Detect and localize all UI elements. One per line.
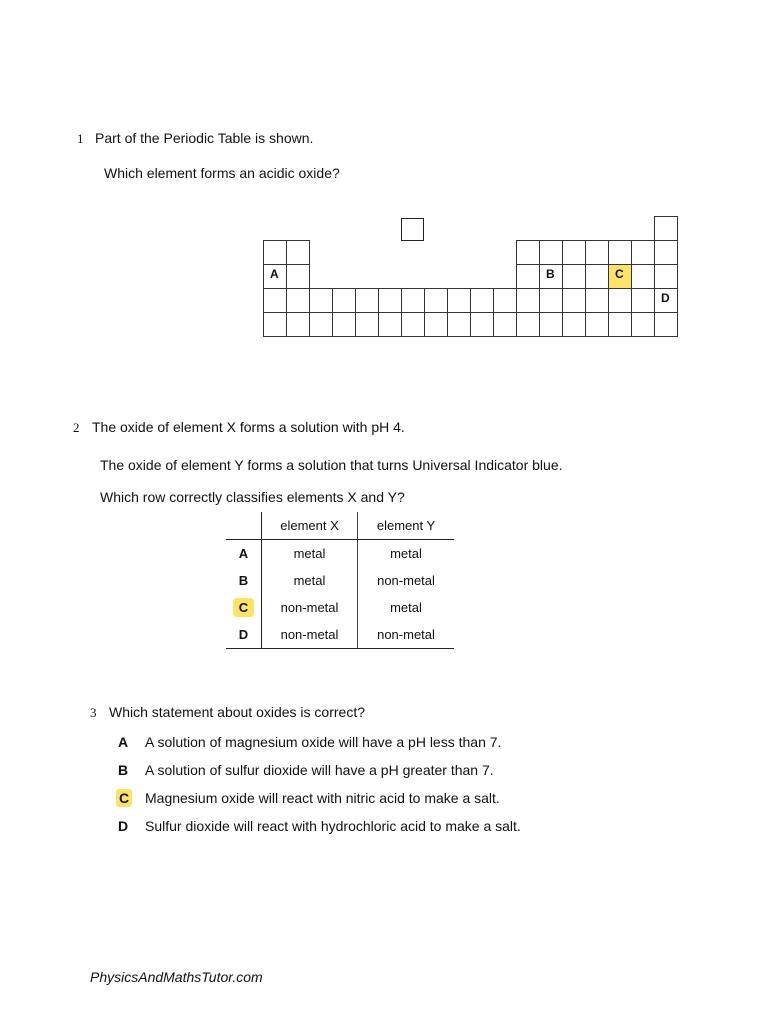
periodic-cell [516, 312, 540, 337]
row-letter: B [226, 567, 262, 594]
header-element-y: element Y [358, 512, 455, 540]
row-element-x: non-metal [262, 621, 358, 649]
periodic-cell [516, 288, 540, 313]
periodic-cell [654, 312, 678, 337]
q2-number: 2 [73, 420, 80, 435]
row-letter: D [226, 621, 262, 649]
periodic-cell [516, 240, 540, 265]
periodic-cell [263, 288, 287, 313]
periodic-cell [424, 288, 448, 313]
element-label: D [661, 291, 670, 305]
periodic-cell [470, 312, 494, 337]
element-label: B [546, 267, 555, 281]
row-letter: A [226, 540, 262, 568]
row-element-y: metal [390, 546, 422, 561]
periodic-cell [562, 312, 586, 337]
element-label: C [615, 267, 624, 281]
row-element-y: non-metal [358, 621, 455, 649]
q2-question: Which row correctly classifies elements X and Y? [100, 489, 405, 505]
periodic-cell-highlighted [608, 264, 632, 289]
periodic-cell [332, 312, 356, 337]
q1-prompt: Part of the Periodic Table is shown. [95, 130, 314, 146]
periodic-cell [562, 240, 586, 265]
periodic-cell [608, 288, 632, 313]
periodic-cell [401, 288, 425, 313]
periodic-cell [332, 288, 356, 313]
periodic-cell [493, 288, 517, 313]
option-text: Sulfur dioxide will react with hydrochloric acid to make a salt. [145, 818, 521, 834]
periodic-cell [631, 240, 655, 265]
q2-line2: The oxide of element Y forms a solution that turns Universal Indicator blue. [100, 457, 563, 473]
periodic-cell [631, 264, 655, 289]
periodic-cell [631, 288, 655, 313]
element-label: A [270, 267, 279, 281]
periodic-cell [355, 312, 379, 337]
periodic-cell [447, 288, 471, 313]
periodic-cell [309, 312, 333, 337]
periodic-cell [585, 240, 609, 265]
q2-line1: The oxide of element X forms a solution with pH 4. [92, 419, 405, 435]
row-element-x: metal [262, 567, 358, 594]
header-element-x: element X [262, 512, 358, 540]
highlighted-letter: C [233, 598, 254, 617]
helium-cell [654, 216, 678, 241]
periodic-cell [378, 312, 402, 337]
periodic-cell [608, 312, 632, 337]
periodic-cell [654, 288, 678, 313]
periodic-cell [539, 240, 563, 265]
periodic-cell [355, 288, 379, 313]
periodic-cell [539, 288, 563, 313]
periodic-cell [424, 312, 448, 337]
periodic-cell [585, 264, 609, 289]
q1-number: 1 [77, 131, 84, 146]
q1-question: Which element forms an acidic oxide? [104, 165, 340, 181]
row-element-y: metal [390, 600, 422, 615]
periodic-cell [263, 264, 287, 289]
footer-brand: PhysicsAndMathsTutor.com [90, 969, 263, 985]
option-text: A solution of magnesium oxide will have a pH less than 7. [145, 734, 502, 750]
periodic-cell [263, 240, 287, 265]
periodic-cell [286, 312, 310, 337]
periodic-cell [309, 288, 333, 313]
row-element-x: non-metal [262, 594, 358, 621]
table-row [226, 540, 454, 568]
q3-number: 3 [90, 705, 97, 720]
periodic-cell [654, 240, 678, 265]
periodic-cell [286, 240, 310, 265]
table-row [226, 594, 454, 621]
periodic-cell [539, 264, 563, 289]
periodic-cell [263, 312, 287, 337]
periodic-cell [286, 288, 310, 313]
classification-table [226, 512, 454, 649]
periodic-cell [493, 312, 517, 337]
periodic-cell [585, 312, 609, 337]
table-row [226, 621, 454, 649]
option-text: Magnesium oxide will react with nitric acid to make a salt. [145, 790, 500, 806]
periodic-cell [608, 240, 632, 265]
table-row [226, 567, 454, 594]
q3-question: Which statement about oxides is correct? [109, 704, 366, 720]
option-text: A solution of sulfur dioxide will have a pH greater than 7. [145, 762, 494, 778]
option-letter-highlighted: C [116, 789, 132, 807]
row-element-y: non-metal [377, 573, 435, 588]
periodic-cell [585, 288, 609, 313]
row-letter-highlighted [226, 594, 262, 621]
option-letter: D [118, 818, 129, 834]
option-letter: B [118, 762, 129, 778]
periodic-cell [562, 264, 586, 289]
periodic-cell [378, 288, 402, 313]
periodic-cell [401, 312, 425, 337]
periodic-cell [631, 312, 655, 337]
row-element-x: metal [262, 540, 358, 568]
hydrogen-box [401, 218, 424, 241]
periodic-cell [516, 264, 540, 289]
periodic-cell [654, 264, 678, 289]
periodic-cell [447, 312, 471, 337]
periodic-cell [470, 288, 494, 313]
periodic-cell [562, 288, 586, 313]
option-letter: A [118, 734, 129, 750]
periodic-table [263, 240, 677, 336]
periodic-cell [286, 264, 310, 289]
periodic-cell [539, 312, 563, 337]
table-corner [226, 512, 262, 540]
